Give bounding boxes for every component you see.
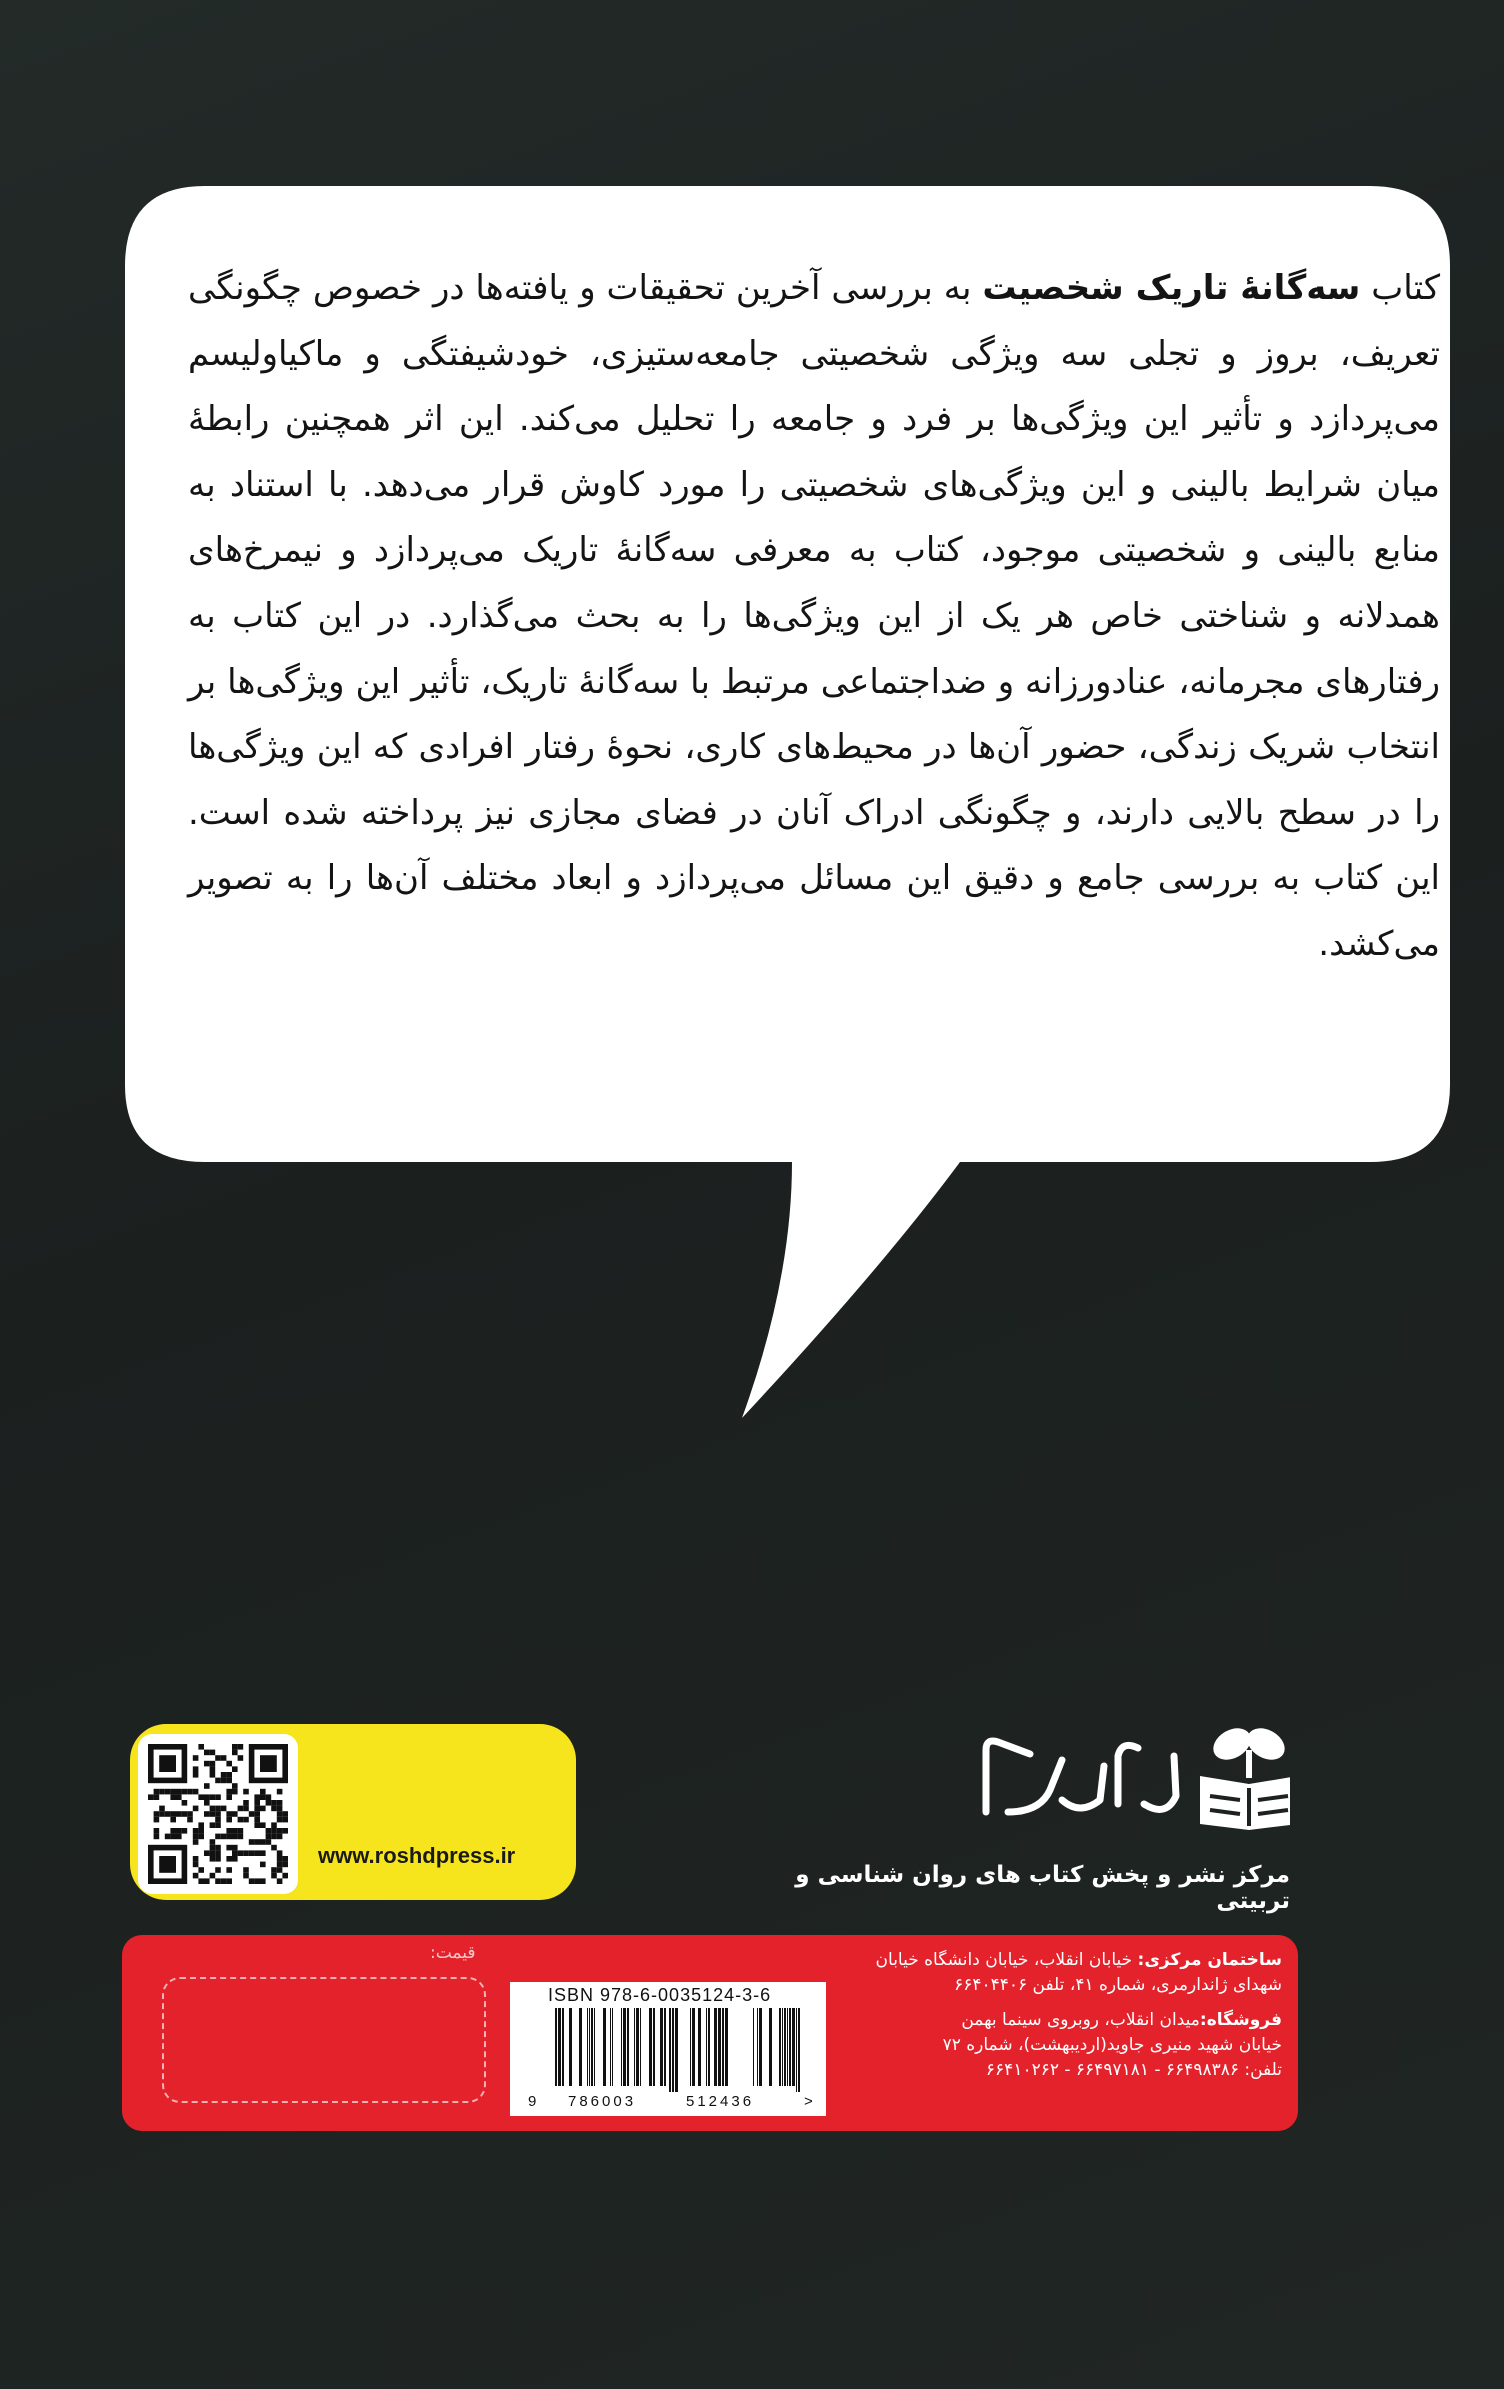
book-description	[188, 256, 1440, 978]
barcode-digits-right: 512436	[686, 2093, 755, 2110]
shop-line2: خیابان شهید منیری جاوید(اردیبهشت)، شماره ۷۲	[942, 2035, 1282, 2055]
publisher-tagline: مرکز نشر و پخش کتاب های روان شناسی و تربیتی	[795, 1862, 1290, 1914]
publisher-logo	[970, 1720, 1290, 1830]
barcode-end-mark: >	[804, 2093, 813, 2110]
price-label: قیمت:	[430, 1943, 476, 1963]
isbn-text: ISBN 978-6-0035124-3-6	[548, 1985, 772, 2005]
phones: تلفن: ۶۶۴۹۸۳۸۶ - ۶۶۴۹۷۱۸۱ - ۶۶۴۱۰۲۶۲	[985, 2060, 1282, 2080]
website-url[interactable]: www.roshdpress.ir	[318, 1843, 516, 1868]
hq-line2: شهدای ژاندارمری، شماره ۴۱، تلفن ۶۶۴۰۴۴۰۶	[954, 1975, 1282, 1995]
tree-book-icon	[1200, 1722, 1290, 1830]
barcode-digits-left: 786003	[568, 2093, 637, 2110]
hq-line1: خیابان انقلاب، خیابان دانشگاه خیابان	[875, 1950, 1138, 1970]
qr-code-icon	[148, 1744, 288, 1884]
barcode-icon	[528, 2008, 814, 2092]
blurb-body: به بررسی آخرین تحقیقات و یافته‌ها در خصوص چگونگی تعریف، بروز و تجلی سه ویژگی شخصیتی جامعه‌ستیزی، خودشیفتگی و ماکیاولیسم می‌پردازد و تأثیر این ویژگی‌ها بر فرد و جامعه را تحلیل می‌کند. این اثر همچنین رابطهٔ میان شرایط بالینی و این ویژگی‌های شخصیتی را مورد کاوش قرار می‌دهد. با استناد به منابع بالینی و شخصیتی موجود، کتاب به معرفی سه‌گانهٔ تاریک می‌پردازد و نیمرخ‌های همدلانه و شناختی خاص هر یک از این ویژگی‌ها را به بحث می‌گذارد. در این کتاب به رفتارهای مجرمانه، عنادورزانه و ضداجتماعی مرتبط با سه‌گانهٔ تاریک، تأثیر این ویژگی‌ها بر انتخاب شریک زندگی، حضور آن‌ها در محیط‌های کاری، نحوهٔ رفتار افرادی که این ویژگی‌ها را در سطح بالایی دارند، و چگونگی ادراک آنان در فضای مجازی نیز پرداخته شده است. این کتاب به بررسی جامع و دقیق این مسائل می‌پردازد و ابعاد مختلف آن‌ها را به تصویر می‌کشد.	[188, 268, 1440, 964]
barcode-digit-first: 9	[528, 2093, 537, 2110]
price-box	[162, 1977, 486, 2103]
blurb-lead: کتاب	[1360, 268, 1441, 308]
book-title-inline: سه‌گانهٔ تاریک شخصیت	[982, 268, 1361, 308]
hq-label: ساختمان مرکزی:	[1137, 1950, 1282, 1970]
shop-label: فروشگاه:	[1199, 2010, 1282, 2030]
shop-line1: میدان انقلاب، روبروی سینما بهمن	[961, 2010, 1200, 2030]
publisher-address	[820, 1948, 1282, 2083]
